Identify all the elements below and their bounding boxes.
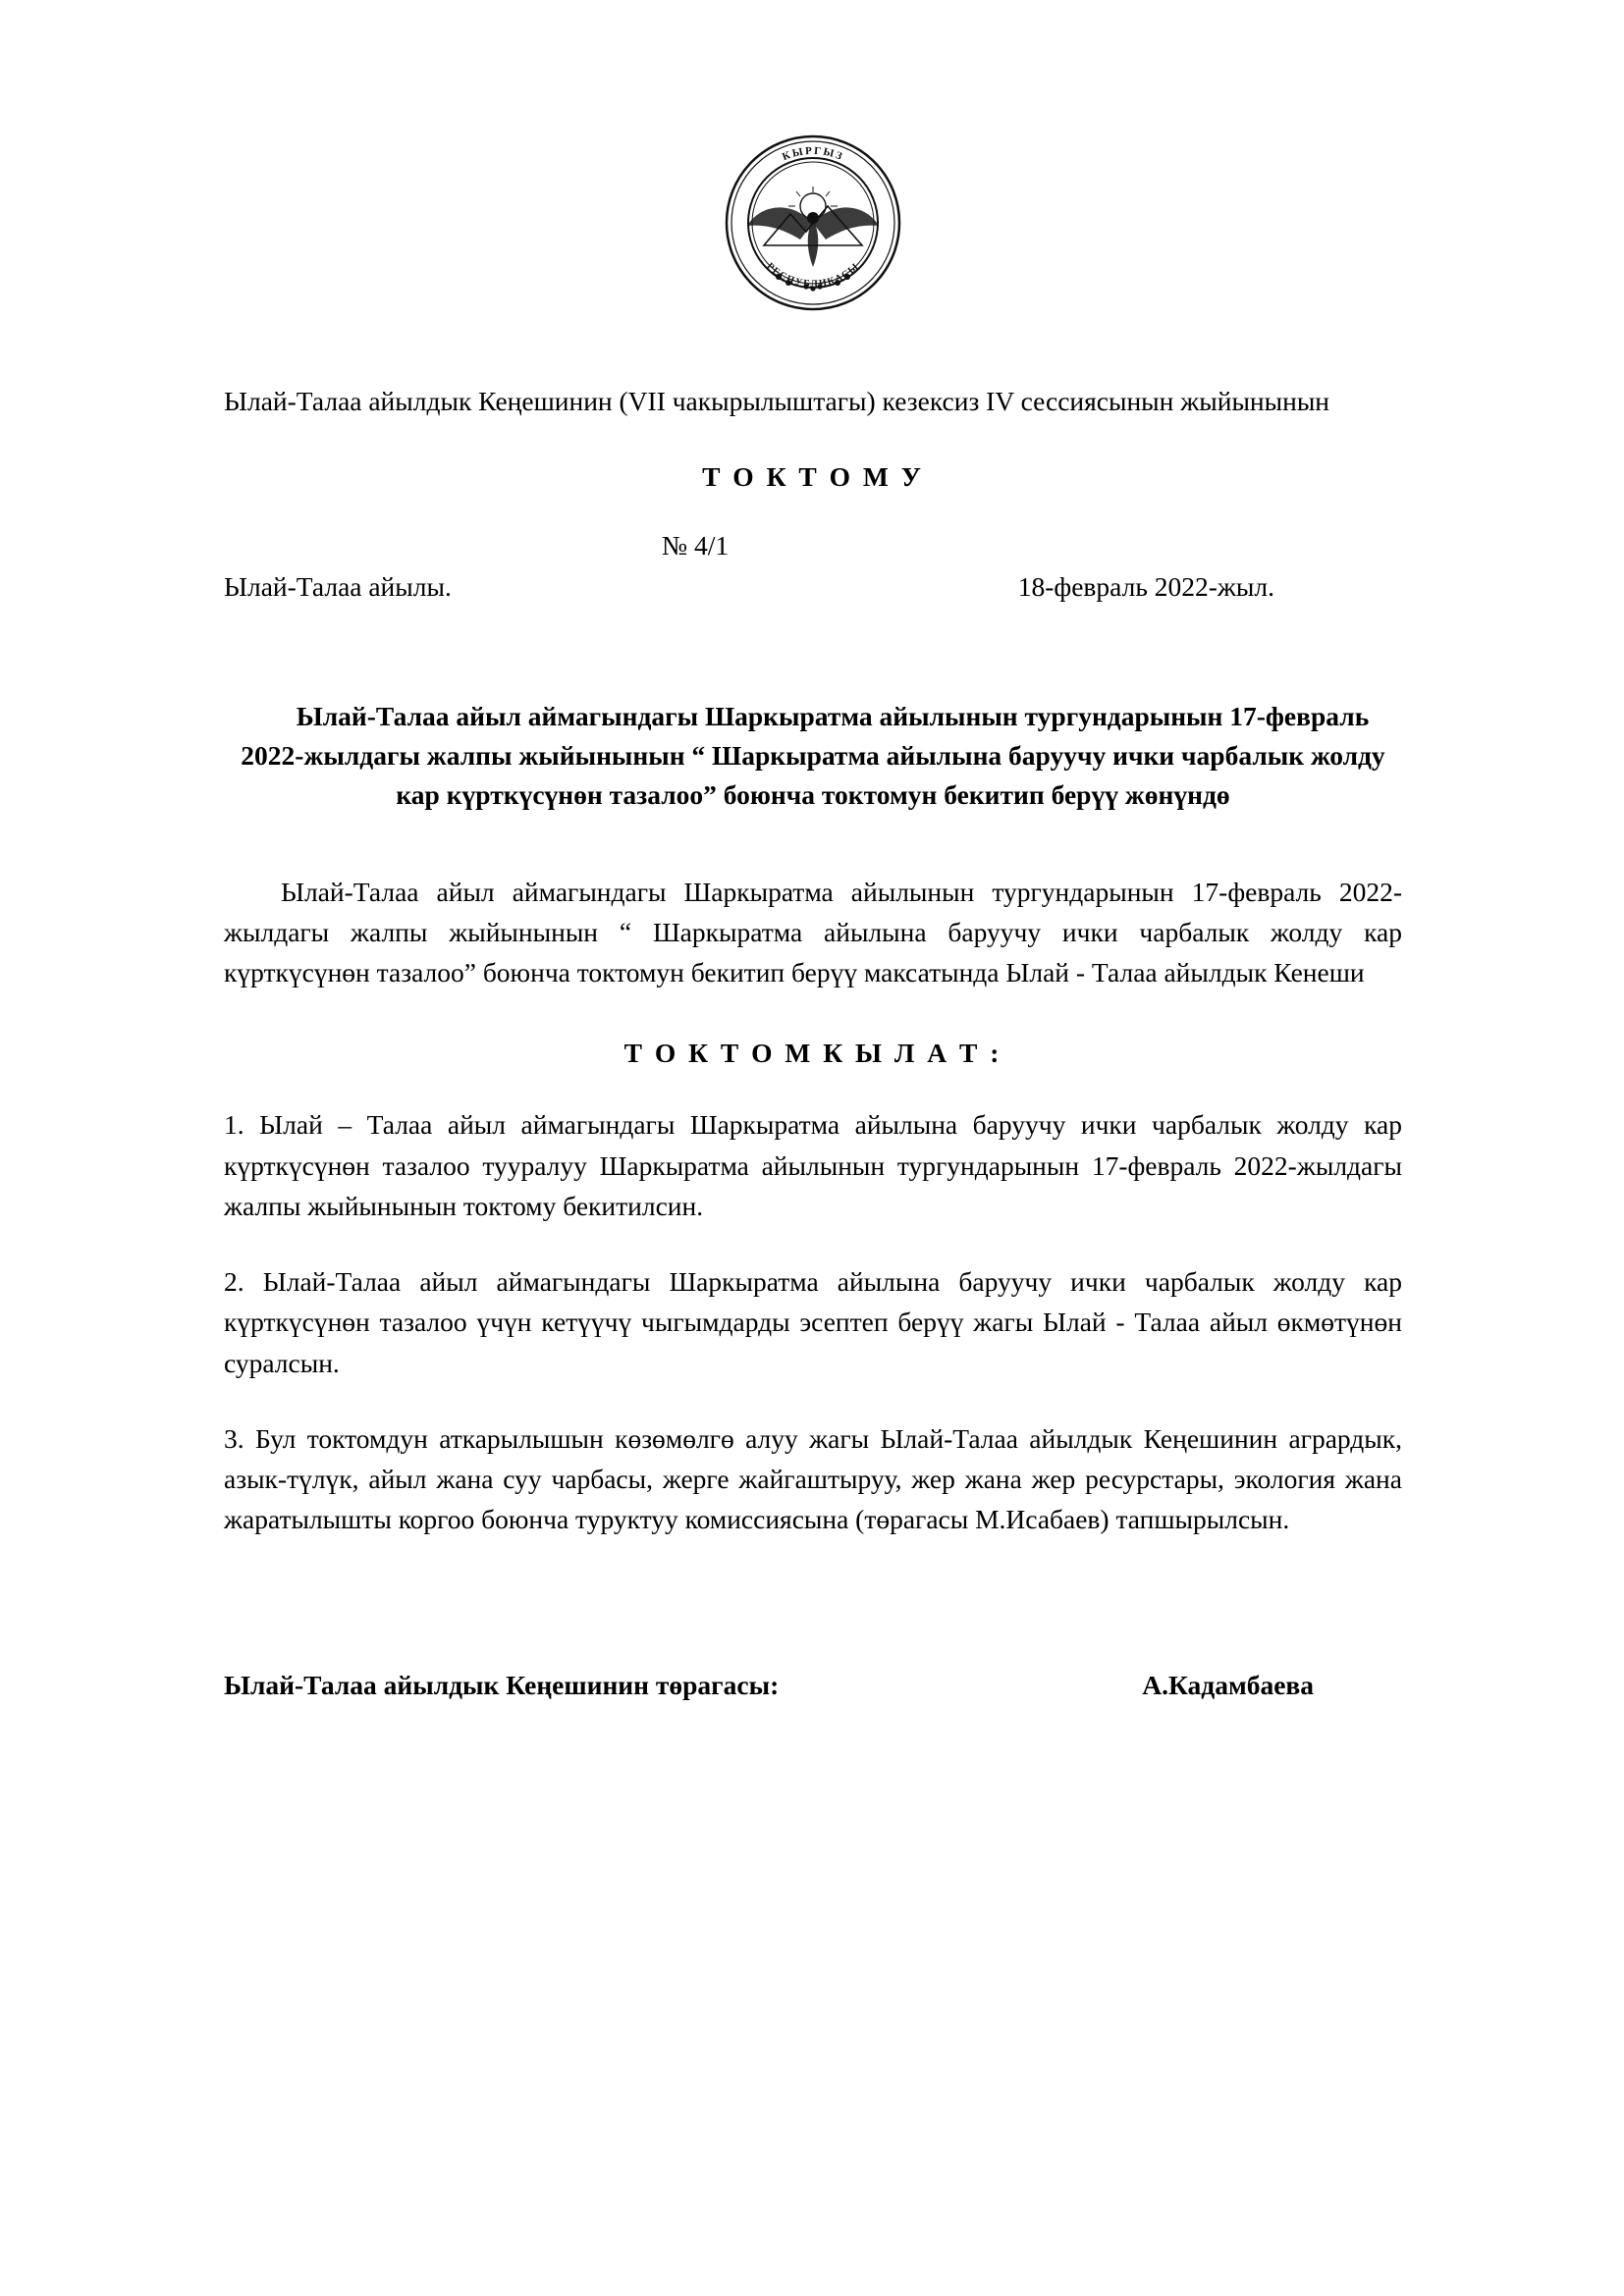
clause-2: 2. Ылай-Талаа айыл аймагындагы Шаркыратма айылына баруучу ички чарбалык жолду кар күрткүсүнөн тазалоо үчүн кетүүчү чыгымдарды эсептеп берүү жагы Ылай - Талаа айыл өкмөтүнөн суралсын. [224,1266,1402,1378]
clause-3: 3. Бул токтомдун аткарылышын көзөмөлгө алуу жагы Ылай-Талаа айылдык Кеңешинин агрардык, азык-түлүк, айыл жана суу чарбасы, жерге жайгаштыруу, жер жана жер ресурстары, экология жана жаратылышты коргоо боюнча туруктуу комиссиясына (төрагасы М.Исабаев) тапшырылсын. [224,1422,1402,1535]
svg-text:КЫРГЫЗ: КЫРГЫЗ [781,144,846,164]
kyrgyz-state-emblem-icon [720,130,906,316]
emblem-container [224,0,1402,316]
signature-role: Ылай-Талаа айылдык Кеңешинин төрагасы: [224,1669,780,1700]
document-preamble: Ылай-Талаа айыл аймагындагы Шаркыратма айылынын тургундарынын 17-февраль 2022-жылдагы жалпы жыйынынын “ Шаркыратма айылына баруучу ички чарбалык жолду кар күрткүсүнөн тазалоо” боюнча токтомун бекитип берүү максатында Ылай - Талаа айылдык Кенеши [224,876,1402,988]
document-number: № 4/1 [661,529,730,561]
svg-text:РЕСПУБЛИКАСЫ: РЕСПУБЛИКАСЫ [764,260,862,291]
document-place: Ылай-Талаа айылы. [224,570,452,602]
document-title: Т О К Т О М У [702,460,924,492]
document-subject: Ылай-Талаа айыл аймагындагы Шаркыратма айылынын тургундарынын 17-февраль 2022-жылдагы жалпы жыйынынын “ Шаркыратма айылына баруучу ички чарбалык жолду кар күрткүсүнөн тазалоо” боюнча токтомун бекитип берүү жөнүндө [241,700,1385,810]
document-date: 18-февраль 2022-жыл. [1017,570,1274,602]
signature-name: А.Кадамбаева [1142,1669,1314,1700]
place-date-row [224,571,1402,603]
document-body [224,0,1402,1701]
decides-heading: Т О К Т О М К Ы Л А Т : [623,1038,1002,1069]
signature-row [224,1670,1402,1701]
council-session-header: Ылай-Талаа айылдык Кеңешинин (VII чакырылыштагы) кезексиз IV сессиясынын жыйынынын [224,386,1330,416]
clause-1: 1. Ылай – Талаа айыл аймагындагы Шаркыратма айылына баруучу ички чарбалык жолду кар күрткүсүнөн тазалоо тууралуу Шаркыратма айылынын тургундарынын 17-февраль 2022-жылдагы жалпы жыйынынын токтому бекитилсин. [224,1109,1402,1221]
